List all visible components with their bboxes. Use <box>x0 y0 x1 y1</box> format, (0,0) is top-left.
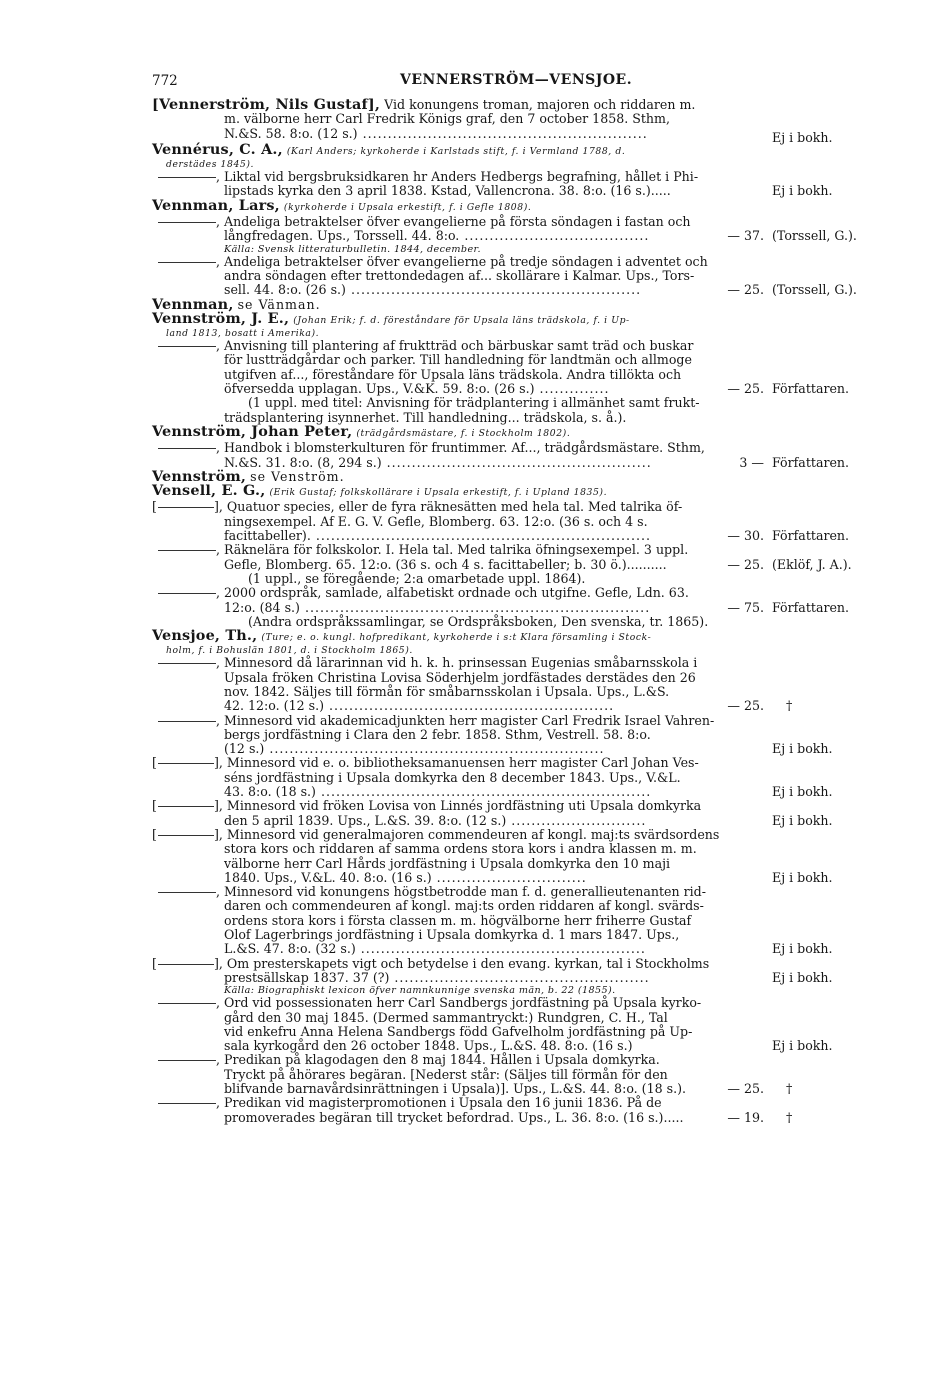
author-name: Vennström, Johan Peter, <box>152 422 353 440</box>
author-bio: derstädes 1845). <box>166 159 255 171</box>
price: — 25. <box>727 556 764 572</box>
entry-text: utgifven af..., föreståndare för Upsala läns trädskola. Andra tillökta och <box>224 366 682 382</box>
entry-text: , Andeliga betraktelser öfver evangelierne på tredje söndagen i adventet och <box>216 253 708 269</box>
entry-text: N.&S. 31. 8:o. (8, 294 s.) <box>224 454 382 470</box>
entry-text: , Minnesord vid akademicadjunkten herr magister Carl Fredrik Israel Vahren- <box>216 712 715 728</box>
source: Författaren. <box>772 381 850 397</box>
entry-text: öfversedda upplagan. Ups., V.&K. 59. 8:o. (26 s.) <box>224 381 535 397</box>
entry-vennman-lars: Vennman, Lars, (kyrkoherde i Upsala erkestift, f. i Gefle 1808). , Andeliga betraktelser öfver evangelierne på första söndagen i fastan och långfredagen. Ups., Torssell. 44. 8:o. ..................................... — 37. (Torssell, G.). Källa: Svensk litteraturbulletin. 1844, december. , Andeliga betraktelser öfver evangelierne på tredje söndagen i adventet och andra söndagen efter trettondedagen af... skollärare i Kalmar. Ups., Tors- sell. 44. 8:o. (26 s.) .......................................................... — 25. (Torssell, G.). <box>152 199 882 298</box>
author-bio: (kyrkoherde i Upsala erkestift, f. i Gefle 1808). <box>283 201 532 213</box>
entry-text: , Minnesord då lärarinnan vid h. k. h. prinsessan Eugenias småbarnsskola i <box>216 655 698 671</box>
entry-text: , Liktal vid bergsbruksidkaren hr Anders Hedbergs begrafning, hållet i Phi- <box>216 169 699 185</box>
source: Ej i bokh. <box>772 183 833 199</box>
source: (Torssell, G.). <box>772 282 857 298</box>
entry-text: stora kors och riddaren af samma ordens stora kors i andra klassen m. m. <box>224 841 697 857</box>
entry-text: , Anvisning till plantering af fruktträd och bärbuskar samt träd och buskar <box>216 338 694 354</box>
entry-text: , Räknelära för folkskolor. I. Hela tal. Med talrika öfningsexempel. 3 uppl. <box>216 542 689 558</box>
author-bio: (Karl Anders; kyrkoherde i Karlstads stift, f. i Vermland 1788, d. <box>286 145 626 157</box>
source-note: Källa: Svensk litteraturbulletin. 1844, december. <box>224 243 481 255</box>
entry-text: 12:o. (84 s.) <box>224 599 300 615</box>
price: — 75. <box>727 599 764 615</box>
entry-text: ordens stora kors i första classen m. m. högvälborne herr friherre Gustaf <box>224 912 692 928</box>
entry-text: för lustträdgårdar och parker. Till handledning för landtmän och allmoge <box>224 352 692 368</box>
entry-vensell: Vensell, E. G., (Erik Gustaf; folkskollärare i Upsala erkestift, f. i Upland 1835). [ ], Quatuor species, eller de fyra räknesätten med hela tal. Med talrika öf- ningsexempel. Af E. G. V. Gefle, Blomberg. 63. 12:o. (36 s. och 4 s. facittabeller). ................................................................... — 30. Författaren. , Räknelära för folkskolor. I. Hela tal. Med talrika öfningsexempel. 3 uppl. Gefle, Blomberg. 65. 12:o. (36 s. och 4 s. facittabeller; b. 30 ö.).......... — 25. (Eklöf, J. A.). (1 uppl., se föregående; 2:a omarbetade uppl. 1864). , 2000 ordspråk, samlade, alfabetiskt ordnade och utgifne. Gefle, Ldn. 63. 12:o. (84 s.) ..................................................................... — 75. Författaren. (Andra ordspråkssamlingar, se Ordspråksboken, Den svenska, tr. 1865). <box>152 484 882 629</box>
entry-text: daren och commendeuren af kongl. maj:ts orden riddaren af kongl. svärds- <box>224 898 704 914</box>
page-title: VENNERSTRÖM—VENSJOE. <box>400 72 633 88</box>
author-bio: land 1813, bosatt i Amerika). <box>166 328 320 340</box>
entry-text: andra söndagen efter trettondedagen af... skollärare i Kalmar. Ups., Tors- <box>224 267 695 283</box>
entry-text: blifvande barnavårdsinrättningen i Upsala)]. Ups., L.&S. 44. 8:o. (18 s.). <box>224 1081 687 1096</box>
entry-text: m. välborne herr Carl Fredrik Königs graf, den 7 october 1858. Sthm, <box>224 111 670 127</box>
entry-text: , Predikan på klagodagen den 8 maj 1844. Hållen i Upsala domkyrka. <box>216 1052 660 1068</box>
entry-note: (1 uppl. med titel: Anvisning för trädplantering i allmänhet samt frukt- <box>248 395 700 411</box>
author-name: Vennman, <box>152 295 234 313</box>
source: Författaren. <box>772 599 850 615</box>
entry-text: Olof Lagerbrings jordfästning i Upsala domkyrka d. 1 mars 1847. Ups., <box>224 927 680 943</box>
entry-text: 42. 12:o. (12 s.) <box>224 698 324 714</box>
entry-text: bergs jordfästning i Clara den 2 febr. 1858. Sthm, Vestrell. 58. 8:o. <box>224 726 651 742</box>
catalog-body <box>152 98 882 1125</box>
entry-text: välborne herr Carl Hårds jordfästning i Upsala domkyrka den 10 maji <box>224 855 671 871</box>
entry-text: vid enkefru Anna Helena Sandbergs född Gafvelholm jordfästning på Up- <box>224 1023 693 1039</box>
source: Författaren. <box>772 454 850 470</box>
entry-text: den 5 april 1839. Ups., L.&S. 39. 8:o. (12 s.) <box>224 812 507 828</box>
author-name: Vennström, J. E., <box>152 309 290 327</box>
entry-text: , Handbok i blomsterkulturen för fruntimmer. Af..., trädgårdsmästare. Sthm, <box>216 440 705 456</box>
entry-text: sala kyrkogård den 26 october 1848. Ups., L.&S. 48. 8:o. (16 s.) <box>224 1038 633 1054</box>
source: Ej i bokh. <box>772 869 833 885</box>
source: (Torssell, G.). <box>772 228 857 244</box>
source: Ej i bokh. <box>772 969 833 985</box>
source: Ej i bokh. <box>772 741 833 757</box>
source: Ej i bokh. <box>772 784 833 800</box>
entry-text: ningsexempel. Af E. G. V. Gefle, Blomberg. 63. 12:o. (36 s. och 4 s. <box>224 513 648 529</box>
entry-text: , 2000 ordspråk, samlade, alfabetiskt ordnade och utgifne. Gefle, Ldn. 63. <box>216 585 689 601</box>
entry-text: ], Minnesord vid fröken Lovisa von Linnés jordfästning uti Upsala domkyrka <box>214 798 702 814</box>
entry-text: Gefle, Blomberg. 65. 12:o. (36 s. och 4 s. facittabeller; b. 30 ö.).......... <box>224 556 667 572</box>
price: — 25. <box>727 381 764 397</box>
entry-text: ], Om presterskapets vigt och betydelse i den evang. kyrkan, tal i Stockholms <box>214 955 710 971</box>
price: — 19. <box>727 1109 764 1125</box>
author-bio: (trädgårdsmästare, f. i Stockholm 1802). <box>356 427 571 439</box>
entry-text: lipstads kyrka den 3 april 1838. Kstad, Vallencrona. 38. 8:o. (16 s.)..... <box>224 183 671 199</box>
entry-text: Vid konungens troman, majoren och riddaren m. <box>384 97 696 112</box>
source: † <box>786 1109 793 1125</box>
entry-note: (1 uppl., se föregående; 2:a omarbetade uppl. 1864). <box>248 570 586 586</box>
entry-text: , Ord vid possessionaten herr Carl Sandbergs jordfästning på Upsala kyrko- <box>216 995 702 1011</box>
author-name: [Vennerström, Nils Gustaf], <box>152 96 381 113</box>
author-bio: (Johan Erik; f. d. föreståndare för Upsala läns trädskola, f. i Up- <box>293 314 630 326</box>
source-note: Källa: Biographiskt lexicon öfver namnkunnige svenska män, b. 22 (1855). <box>224 985 616 997</box>
entry-vennerus <box>152 140 882 199</box>
page-number: 772 <box>152 73 178 89</box>
entry-text: , Andeliga betraktelser öfver evangelierne på första söndagen i fastan och <box>216 214 691 230</box>
entry-text: , Minnesord vid konungens högstbetrodde man f. d. generallieutenanten rid- <box>216 884 706 900</box>
entry-text: L.&S. 47. 8:o. (32 s.) <box>224 941 356 957</box>
entry-text: gård den 30 maj 1845. (Dermed sammantryckt:) Rundgren, C. H., Tal <box>224 1009 668 1025</box>
entry-text: nov. 1842. Säljes till förmån för småbarnsskolan i Upsala. Ups., L.&S. <box>224 683 670 699</box>
author-bio: holm, f. i Bohuslän 1801, d. i Stockholm 1865). <box>166 645 413 657</box>
entry-text: N.&S. 58. 8:o. (12 s.) ......................................................... Ej i bokh. <box>224 125 833 145</box>
entry-text: ], Minnesord vid e. o. bibliotheksamanuensen herr magister Carl Johan Ves- <box>214 755 699 771</box>
source: Ej i bokh. <box>772 812 833 828</box>
price: — 25. <box>727 698 764 714</box>
entry-text: promoverades begäran till trycket befordrad. Ups., L. 36. 8:o. (16 s.)..... <box>224 1109 684 1125</box>
entry-text: ], Minnesord vid generalmajoren commendeuren af kongl. maj:ts svärdsordens <box>214 826 720 842</box>
entry-note: trädsplantering isynnerhet. Till handledning... trädskola, s. å.). <box>224 409 627 425</box>
author-name: Vennström, <box>152 467 247 485</box>
entry-text: (12 s.) <box>224 741 265 757</box>
entry-text: facittabeller). <box>224 528 311 544</box>
entry-text: , Predikan vid magisterpromotionen i Upsala den 16 junii 1836. På de <box>216 1095 662 1111</box>
source: † <box>786 698 793 714</box>
price: — 25. <box>727 282 764 298</box>
source: † <box>786 1081 793 1096</box>
entry-vennstrom-johan-peter: Vennström, Johan Peter, (trädgårdsmästare, f. i Stockholm 1802). , Handbok i blomsterkulturen för fruntimmer. Af..., trädgårdsmästare. Sthm, N.&S. 31. 8:o. (8, 294 s.) ..................................................... 3 — Författaren. <box>152 422 850 470</box>
author-bio: (Erik Gustaf; folkskollärare i Upsala erkestift, f. i Upland 1835). <box>269 487 608 499</box>
author-name: Vennman, Lars, <box>152 196 280 214</box>
author-name: Vensell, E. G., <box>152 482 266 500</box>
entry-text: 1840. Ups., V.&L. 40. 8:o. (16 s.) <box>224 869 432 885</box>
entry-text: sell. 44. 8:o. (26 s.) <box>224 282 346 298</box>
entry-note: (Andra ordspråkssamlingar, se Ordspråksboken, Den svenska, tr. 1865). <box>248 613 709 629</box>
cross-reference: se Vänman. <box>237 296 321 312</box>
author-name: Vennérus, C. A., <box>152 140 283 158</box>
entry-text: Upsala fröken Christina Lovisa Söderhjelm jordfästades derstädes den 26 <box>224 669 696 685</box>
price: — 30. <box>727 528 764 544</box>
source: Författaren. <box>772 528 850 544</box>
price: — 37. <box>727 228 764 244</box>
entry-vennerstrom-nils-gustaf <box>152 96 882 145</box>
source: Ej i bokh. <box>772 1038 833 1054</box>
entry-text: 43. 8:o. (18 s.) <box>224 784 316 800</box>
entry-vennstrom-je: Vennström, J. E., (Johan Erik; f. d. föreståndare för Upsala läns trädskola, f. i Up- land 1813, bosatt i Amerika). , Anvisning till plantering af fruktträd och bärbuskar samt träd och buskar för lustträdgårdar och parker. Till handledning för landtmän och allmoge utgifven af..., föreståndare för Upsala läns trädskola. Andra tillökta och öfversedda upplagan. Ups., V.&K. 59. 8:o. (26 s.) .............. — 25. Författaren. (1 uppl. med titel: Anvisning för trädplantering i allmänhet samt frukt- trädsplantering isynnerhet. Till handledning... trädskola, s. å.). <box>152 312 882 425</box>
entry-text: Tryckt på åhörares begäran. [Nederst står: (Säljes till förmån för den <box>224 1066 668 1082</box>
author-name: Vensjoe, Th., <box>152 627 258 645</box>
author-bio: (Ture; e. o. kungl. hofpredikant, kyrkoherde i s:t Klara församling i Stock- <box>261 632 652 644</box>
source: Ej i bokh. <box>772 129 833 145</box>
cross-reference: se Venström. <box>250 468 345 484</box>
entry-text: ], Quatuor species, eller de fyra räknesätten med hela tal. Med talrika öf- <box>214 499 683 515</box>
price: 3 — <box>739 454 764 470</box>
entry-text: séns jordfästning i Upsala domkyrka den 8 december 1843. Ups., V.&L. <box>224 769 681 785</box>
entry-text: prestsällskap 1837. 37 (?) <box>224 969 390 985</box>
source: Ej i bokh. <box>772 941 833 957</box>
entry-vensjoe: Vensjoe, Th., (Ture; e. o. kungl. hofpredikant, kyrkoherde i s:t Klara församling i Stock- holm, f. i Bohuslän 1801, d. i Stockholm 1865). , Minnesord då lärarinnan vid h. k. h. prinsessan Eugenias småbarnsskola i Upsala fröken Christina Lovisa Söderhjelm jordfästades derstädes den 26 nov. 1842. Säljes till förmån för småbarnsskolan i Upsala. Ups., L.&S. 42. 12:o. (12 s.) ......................................................... — 25. † , Minnesord vid akademicadjunkten herr magister Carl Fredrik Israel Vahren- bergs jordfästning i Clara den 2 febr. 1858. Sthm, Vestrell. 58. 8:o. (12 s.) ................................................................... Ej i bokh. [ ], Minnesord vid e. o. bibliotheksamanuensen herr magister Carl Johan Ves- séns jordfästning i Upsala domkyrka den 8 december 1843. Ups., V.&L. 43. 8:o. (18 s.) .................................................................. Ej i bokh. [ ], Minnesord vid fröken Lovisa von Linnés jordfästning uti Upsala domkyrka den 5 april 1839. Ups., L.&S. 39. 8:o. (12 s.) ........................... Ej i bokh. [ ], Minnesord vid generalmajoren commendeuren af kongl. maj:ts svärdsordens stora kors och riddaren af samma ordens stora kors i andra klassen m. m. välborne herr Carl Hårds jordfästning i Upsala domkyrka den 10 maji 1840. Ups., V.&L. 40. 8:o. (16 s.) .............................. Ej i bokh. , Minnesord vid konungens högstbetrodde man f. d. generallieutenanten rid- daren och commendeuren af kongl. maj:ts orden riddaren af kongl. svärds- ordens stora kors i första classen m. m. högvälborne herr friherre Gustaf Olof Lagerbrings jordfästning i Upsala domkyrka d. 1 mars 1847. Ups., L.&S. 47. 8:o. (32 s.) ......................................................... Ej i bokh. [ ], Om presterskapets vigt och betydelse i den evang. kyrkan, tal i Stockholms prestsällskap 1837. 37 (?) ................................................... Ej i bokh. Källa: Biographiskt lexicon öfver namnkunnige svenska män, b. 22 (1855). , Ord vid possessionaten herr Carl Sandbergs jordfästning på Upsala kyrko- gård den 30 maj 1845. (Dermed sammantryckt:) Rundgren, C. H., Tal vid enkefru Anna Helena Sandbergs född Gafvelholm jordfästning på Up- sala kyrkogård den 26 october 1848. Ups., L.&S. 48. 8:o. (16 s.) Ej i bokh. , Predikan på klagodagen den 8 maj 1844. Hållen i Upsala domkyrka. Tryckt på åhörares begäran. [Nederst står: (Säljes till förmån för den blifvande barnavårdsinrättningen i Upsala)]. Ups., L.&S. 44. 8:o. (18 s.). — 25. † , Predikan vid magisterpromotionen i Upsala den 16 junii 1836. På de promoverades begäran till trycket befordrad. Ups., L. 36. 8:o. (16 s.)..... — 19. † <box>152 629 882 1125</box>
entry-text: långfredagen. Ups., Torssell. 44. 8:o. <box>224 228 460 244</box>
source: (Eklöf, J. A.). <box>772 556 852 572</box>
price: — 25. <box>727 1081 764 1096</box>
